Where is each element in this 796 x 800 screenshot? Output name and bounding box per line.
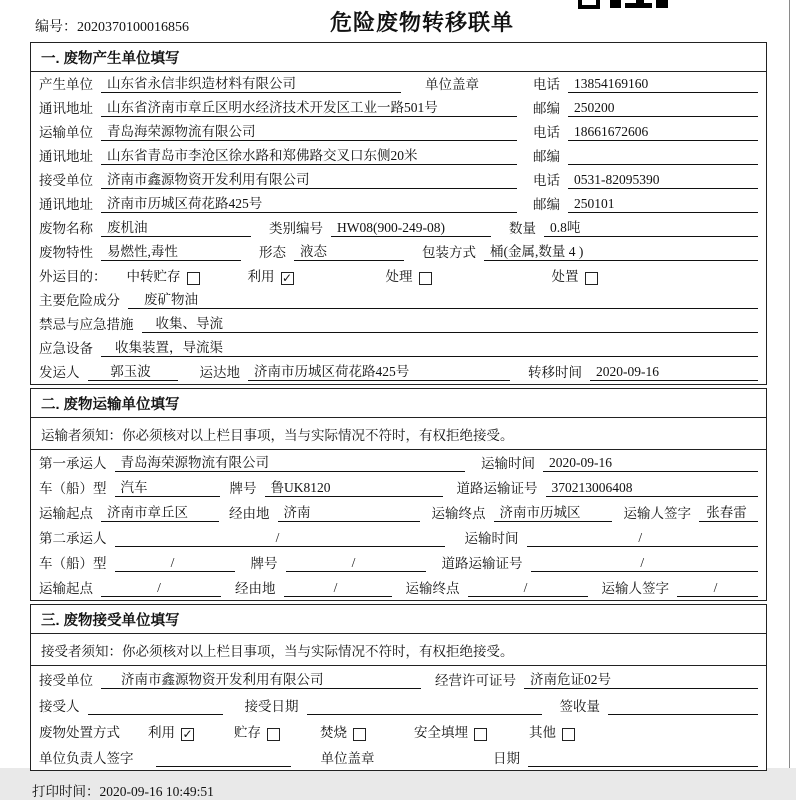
road-permit-label: 道路运输证号: [456, 481, 538, 496]
section-receiver: [30, 604, 767, 771]
serial-number: [35, 16, 189, 36]
producer-zip-field: 250200: [568, 99, 758, 117]
transporter-phone-field: 18661672606: [568, 123, 758, 141]
unit-seal-label: 单位盖章: [320, 751, 375, 766]
row-hazard-component: [31, 288, 766, 312]
row-receiver-address: [31, 192, 766, 216]
serial-label: 编号：: [35, 20, 77, 35]
transporter-zip-field: [568, 147, 758, 165]
row-dispatcher: [31, 360, 766, 384]
second-plate-field: /: [286, 554, 426, 572]
second-carrier-signature-field: /: [677, 579, 758, 597]
transport-notice: 运输者须知：你必须核对以上栏目事项，当与实际情况不符时，有权拒绝接受。: [31, 418, 766, 450]
plate-field: 鲁UK8120: [265, 479, 443, 497]
address-label: 通讯地址: [39, 149, 93, 164]
second-via-field: /: [284, 579, 392, 597]
emergency-equipment-label: 应急设备: [39, 341, 93, 356]
qr-block: [578, 0, 600, 9]
transporter-address-field: 山东省青岛市李沧区徐水路和郑佛路交叉口东侧20米: [101, 147, 517, 165]
route-end-field: 济南市历城区: [494, 504, 612, 522]
second-route-start-field: /: [101, 579, 221, 597]
via-field: 济南: [278, 504, 420, 522]
zip-label: 邮编: [533, 101, 560, 116]
receiving-person-field: [88, 697, 223, 715]
vehicle-type-field: 汽车: [115, 479, 220, 497]
row-receiving-unit: [31, 666, 766, 692]
receiver-address-field: 济南市历城区荷花路425号: [101, 195, 517, 213]
second-carrier-field: /: [115, 529, 445, 547]
emergency-equipment-field: 收集装置，导流渠: [101, 339, 758, 357]
receiver-notice: 接受者须知：你必须核对以上栏目事项，当与实际情况不符时，有权拒绝接受。: [31, 634, 766, 666]
dispatcher-name-field: 郭玉波: [88, 363, 178, 381]
row-second-route: [31, 575, 766, 600]
producer-label: 产生单位: [39, 77, 93, 92]
second-transport-time-field: /: [527, 529, 759, 547]
form-state-field: 液态: [294, 243, 404, 261]
receiver-zip-field: 250101: [568, 195, 758, 213]
responsible-signature-field: [156, 749, 291, 767]
destination-field: 济南市历城区荷花路425号: [248, 363, 510, 381]
row-receiving-person: [31, 692, 766, 718]
packaging-label: 包装方式: [422, 245, 476, 260]
zip-label: 邮编: [533, 149, 560, 164]
road-permit-field: 370213006408: [546, 479, 759, 497]
receiving-date-label: 接受日期: [244, 699, 299, 714]
option-treat-label: 处理: [385, 269, 413, 284]
section-producer-title: 一. 废物产生单位填写: [31, 43, 766, 72]
first-transport-time-field: 2020-09-16: [543, 454, 758, 472]
packaging-field: 桶(金属,数量 4 ): [484, 243, 758, 261]
row-transporter-address: [31, 144, 766, 168]
receiving-person-label: 接受人: [39, 699, 80, 714]
qr-block: [636, 0, 644, 4]
quantity-field: 0.8吨: [544, 219, 758, 237]
waste-name-field: 废机油: [101, 219, 251, 237]
received-amount-label: 签收量: [559, 699, 600, 714]
row-first-carrier: [31, 450, 766, 475]
purpose-label: 外运目的：: [39, 269, 107, 284]
option-store-label: 贮存: [234, 725, 261, 740]
row-taboo-measures: [31, 312, 766, 336]
address-label: 通讯地址: [39, 197, 93, 212]
option-other-label: 其他: [529, 725, 556, 740]
plate-label: 牌号: [250, 556, 278, 571]
second-route-end-field: /: [468, 579, 588, 597]
zip-label: 邮编: [533, 197, 560, 212]
receiver-phone-field: 0531-82095390: [568, 171, 758, 189]
checkbox-treat: [419, 272, 432, 285]
seal-date-field: [528, 749, 758, 767]
waste-property-field: 易燃性,毒性: [101, 243, 241, 261]
route-start-label: 运输起点: [39, 506, 93, 521]
receiving-unit-label: 接受单位: [39, 673, 93, 688]
first-carrier-field: 青岛海荣源物流有限公司: [115, 454, 466, 472]
receiver-name-field: 济南市鑫源物资开发利用有限公司: [101, 171, 517, 189]
hazard-component-field: 废矿物油: [128, 291, 758, 309]
transport-time-label: 运输时间: [464, 531, 519, 546]
phone-label: 电话: [533, 125, 560, 140]
page-title: 危险废物转移联单: [330, 10, 515, 35]
responsible-signature-label: 单位负责人签字: [39, 751, 134, 766]
option-incinerate-label: 焚烧: [320, 725, 347, 740]
row-disposal-method: [31, 718, 766, 744]
license-field: 济南危证02号: [524, 671, 758, 689]
via-label: 经由地: [235, 581, 276, 596]
date-label: 日期: [493, 751, 520, 766]
category-code-field: HW08(900-249-08): [331, 219, 491, 237]
row-second-vehicle: [31, 550, 766, 575]
first-carrier-label: 第一承运人: [39, 456, 107, 471]
carrier-signature-field: 张春雷: [699, 504, 758, 522]
hazard-component-label: 主要危险成分: [39, 293, 120, 308]
print-time-value: 2020-09-16 10:49:51: [99, 784, 214, 799]
row-transporter: [31, 120, 766, 144]
checkbox-incinerate: [353, 728, 366, 741]
dispatcher-label: 发运人: [39, 365, 80, 380]
form-state-label: 形态: [259, 245, 286, 260]
row-producer-address: [31, 96, 766, 120]
qr-block: [656, 0, 668, 8]
qr-block: [610, 0, 621, 8]
vehicle-type-label: 车（船）型: [39, 556, 107, 571]
waste-property-label: 废物特性: [39, 245, 93, 260]
receiving-date-field: [307, 697, 542, 715]
print-time-label: 打印时间：: [32, 784, 100, 799]
seal-label: 单位盖章: [425, 77, 479, 92]
row-responsible-signature: [31, 744, 766, 770]
checkbox-transfer-storage: [187, 272, 200, 285]
checkbox-use: ✓: [281, 271, 293, 285]
qr-code-fragment: [578, 0, 670, 9]
address-label: 通讯地址: [39, 101, 93, 116]
disposal-method-label: 废物处置方式: [39, 725, 120, 740]
producer-phone-field: 13854169160: [568, 75, 758, 93]
waste-name-label: 废物名称: [39, 221, 93, 236]
receiving-unit-field: 济南市鑫源物资开发利用有限公司: [101, 671, 421, 689]
transfer-time-field: 2020-09-16: [590, 363, 758, 381]
receiver-label: 接受单位: [39, 173, 93, 188]
section-producer: [30, 42, 767, 385]
license-label: 经营许可证号: [435, 673, 516, 688]
route-start-field: 济南市章丘区: [101, 504, 219, 522]
second-road-permit-field: /: [531, 554, 759, 572]
option-use-label: 利用: [148, 725, 175, 740]
row-waste-name: [31, 216, 766, 240]
option-use-label: 利用: [247, 269, 275, 284]
vehicle-type-label: 车（船）型: [39, 481, 107, 496]
option-dispose-label: 处置: [551, 269, 579, 284]
destination-label: 运达地: [199, 365, 240, 380]
carrier-signature-label: 运输人签字: [623, 506, 691, 521]
carrier-signature-label: 运输人签字: [601, 581, 669, 596]
route-start-label: 运输起点: [39, 581, 93, 596]
received-amount-field: [608, 697, 758, 715]
checkbox-other: [562, 728, 575, 741]
section-transport-title: 二. 废物运输单位填写: [31, 389, 766, 418]
row-receiver: [31, 168, 766, 192]
checkbox-use: ✓: [182, 727, 193, 741]
plate-label: 牌号: [229, 481, 257, 496]
quantity-label: 数量: [509, 221, 536, 236]
transfer-time-label: 转移时间: [528, 365, 582, 380]
checkbox-landfill: [474, 728, 487, 741]
row-transfer-purpose: [31, 264, 766, 288]
row-producer: [31, 72, 766, 96]
via-label: 经由地: [229, 506, 270, 521]
producer-name-field: 山东省永信非织造材料有限公司: [101, 75, 401, 93]
second-carrier-label: 第二承运人: [39, 531, 107, 546]
row-second-carrier: [31, 525, 766, 550]
section-transport: [30, 388, 767, 601]
row-first-route: [31, 500, 766, 525]
transport-time-label: 运输时间: [481, 456, 535, 471]
checkbox-store: [267, 728, 280, 741]
serial-value: 2020370100016856: [77, 20, 189, 35]
checkbox-dispose: [585, 272, 598, 285]
option-transfer-storage-label: 中转贮存: [126, 269, 181, 284]
road-permit-label: 道路运输证号: [441, 556, 523, 571]
transporter-label: 运输单位: [39, 125, 93, 140]
option-landfill-label: 安全填埋: [414, 725, 468, 740]
taboo-measures-label: 禁忌与应急措施: [39, 317, 134, 332]
taboo-measures-field: 收集、导流: [142, 315, 759, 333]
row-emergency-equipment: [31, 336, 766, 360]
form-body: [30, 42, 767, 800]
route-end-label: 运输终点: [431, 506, 486, 521]
producer-address-field: 山东省济南市章丘区明水经济技术开发区工业一路501号: [101, 99, 517, 117]
second-vehicle-type-field: /: [115, 554, 235, 572]
phone-label: 电话: [533, 77, 560, 92]
category-code-label: 类别编号: [269, 221, 323, 236]
row-waste-properties: [31, 240, 766, 264]
row-first-vehicle: [31, 475, 766, 500]
section-receiver-title: 三. 废物接受单位填写: [31, 605, 766, 634]
route-end-label: 运输终点: [405, 581, 460, 596]
page-edge-line: [789, 0, 790, 768]
phone-label: 电话: [533, 173, 560, 188]
print-time: [30, 774, 767, 800]
transporter-name-field: 青岛海荣源物流有限公司: [101, 123, 517, 141]
